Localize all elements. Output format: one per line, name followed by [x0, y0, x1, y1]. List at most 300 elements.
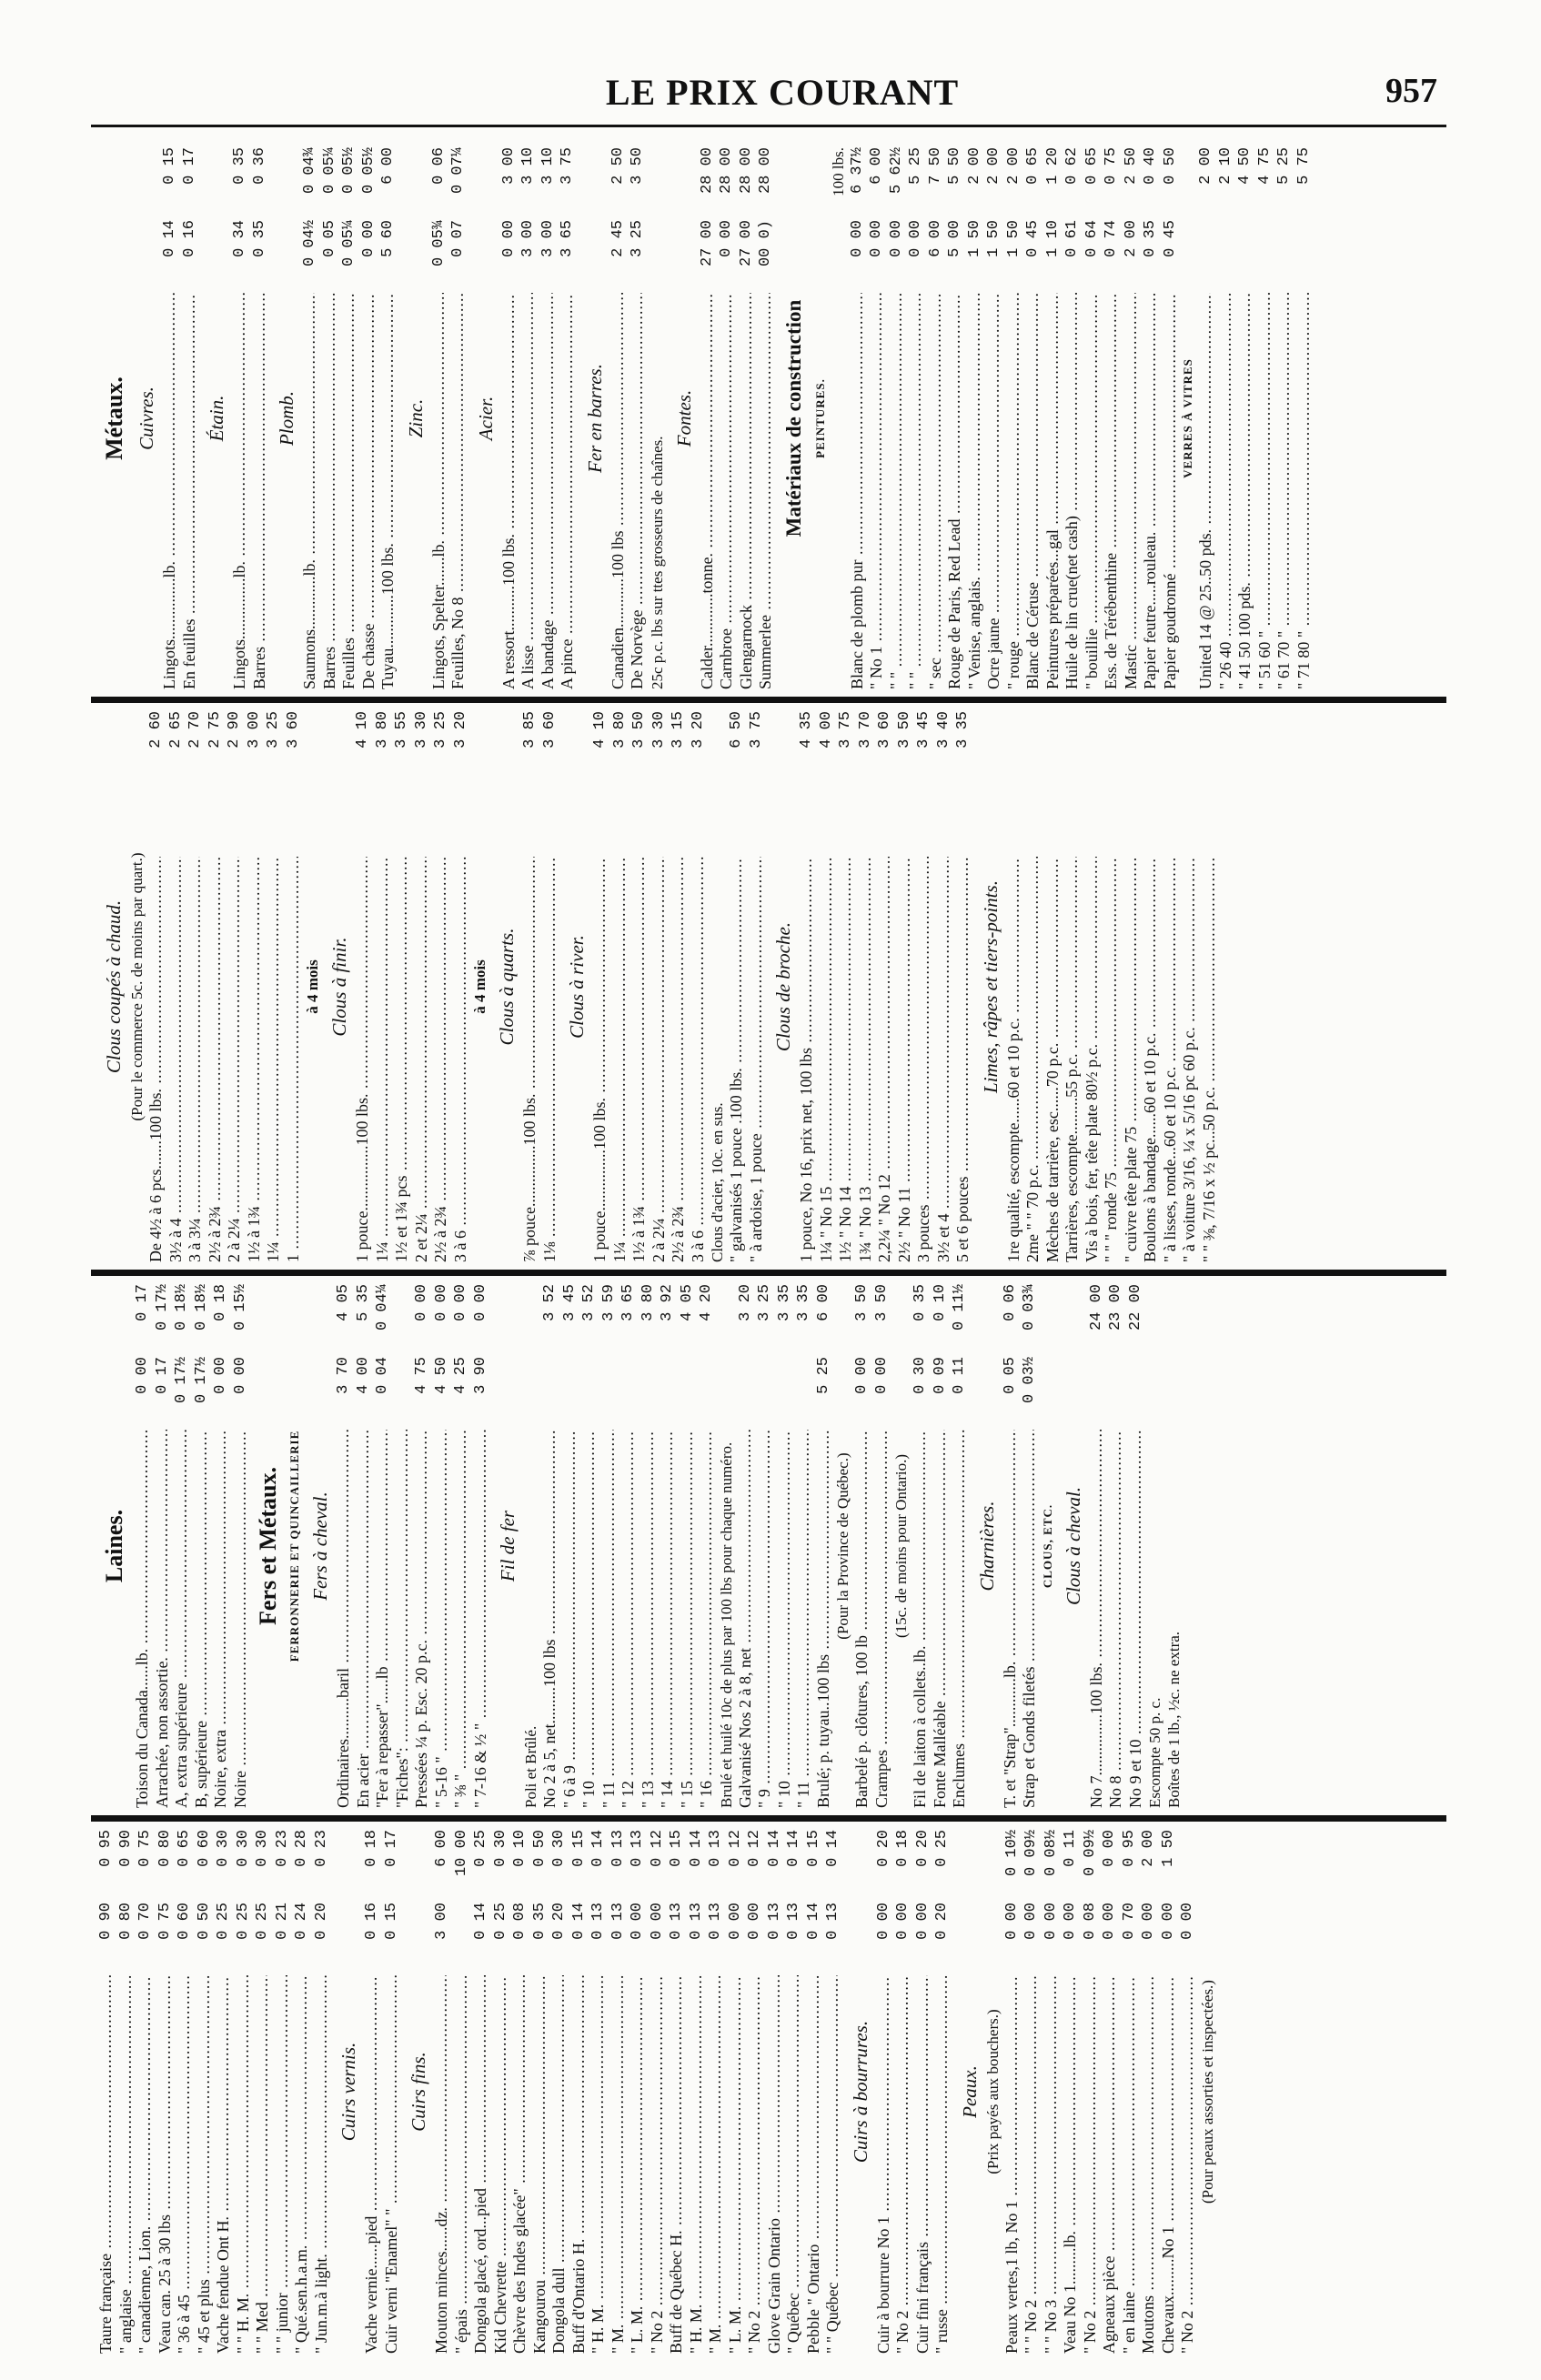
heading-laines: Laines.	[101, 1509, 127, 1583]
section-clous-river: Clous à river.	[566, 935, 588, 1039]
item-label: " Qué.sen.h.a.m. .....	[292, 1975, 312, 2354]
price-high: 28 00	[757, 147, 774, 195]
price-high: 0 14	[687, 1830, 705, 1867]
price-low: 0 00	[1101, 1903, 1118, 1940]
price-high: 0 06	[429, 147, 448, 185]
price-low: 0 25	[491, 1903, 509, 1940]
price-row	[362, 1830, 382, 2354]
finishing-nail-rows	[353, 711, 470, 1262]
price-high: 4 75	[1255, 147, 1274, 185]
price-high	[1200, 711, 1220, 784]
price-low	[629, 784, 650, 857]
price-low	[225, 784, 245, 857]
price-row	[1083, 147, 1103, 689]
section-acier: Acier.	[474, 396, 497, 441]
item-label: Brulé; p. tuyau..100 lbs .....	[814, 1430, 834, 1808]
price-low: 0 00	[848, 220, 866, 257]
item-label: 1¾ " No 13 .....	[856, 857, 876, 1262]
price-row	[1159, 1830, 1179, 2354]
price-high: 0 35	[912, 1284, 929, 1321]
price-low	[817, 784, 837, 857]
price-row	[245, 711, 265, 1262]
chaines-note: 25c p.c. lbs sur ttes grosseurs de chaînes.	[648, 436, 666, 689]
price-row	[950, 1284, 970, 1808]
price-low: 0 61	[1063, 220, 1081, 257]
price-row	[264, 711, 284, 1262]
price-high: 3 80	[610, 711, 629, 748]
price-row	[1023, 711, 1043, 1262]
price-low: 0 05¾	[429, 220, 448, 267]
item-label: 1 pouce................100 lbs. .....	[353, 857, 373, 1262]
item-label: Enclumes .....	[950, 1430, 970, 1808]
price-row	[429, 147, 449, 689]
paint-rows	[848, 147, 1181, 689]
price-row	[146, 711, 166, 1262]
price-row	[312, 1830, 332, 2354]
price-high: 0 90	[116, 1830, 135, 1867]
price-high	[1004, 711, 1024, 784]
price-row	[726, 1830, 746, 2354]
price-low: 0 00	[1140, 1903, 1157, 1940]
price-high: 4 20	[698, 1284, 715, 1321]
padding-leather-rows	[874, 1830, 952, 2354]
price-row	[628, 1830, 648, 2354]
price-row	[1023, 147, 1043, 689]
price-high	[1178, 1830, 1198, 1903]
item-label: 3 à 6 .....	[689, 857, 709, 1262]
item-label: ⅞ pouce...............100 lbs. .....	[520, 857, 540, 1262]
price-row	[1102, 147, 1122, 689]
section-clous-broche: Clous de broche.	[772, 921, 794, 1052]
price-high: 3 80	[639, 1284, 657, 1321]
price-row	[1087, 1284, 1107, 1808]
section-fontes: Fontes.	[672, 389, 695, 447]
price-low	[658, 1357, 678, 1430]
price-low: 0 17½	[173, 1357, 190, 1404]
price-row	[206, 711, 226, 1262]
price-low: 0 20	[312, 1903, 330, 1940]
price-row	[836, 711, 856, 1262]
price-low: 0 13	[765, 1903, 783, 1940]
item-label: "Fer à repasser"......lb .....	[373, 1430, 393, 1808]
item-label: " 14 .....	[658, 1430, 678, 1808]
price-low: 0 35	[1142, 220, 1159, 257]
brule-note: Brulé et huilé 10c de plus par 100 lbs pour chaque numéro.	[717, 1441, 735, 1808]
price-high: 0 75	[1103, 147, 1120, 185]
section-clous-cheval: Clous à cheval.	[1062, 1486, 1084, 1606]
price-low: 0 03½	[1021, 1357, 1038, 1404]
price-row	[153, 1284, 173, 1808]
price-row	[431, 711, 451, 1262]
price-high: 0 18½	[173, 1284, 190, 1331]
price-high: 0 80	[156, 1830, 174, 1867]
price-high	[1161, 711, 1181, 784]
item-label: T. et "Strap"............lb. .....	[1001, 1430, 1021, 1808]
price-high: 3 50	[629, 147, 646, 185]
item-label: Ess. de Térébenthine .....	[1102, 293, 1122, 689]
price-row	[687, 1830, 707, 2354]
price-low	[393, 1357, 413, 1430]
price-low: 4 50	[432, 1357, 450, 1394]
price-low: 0 80	[116, 1903, 135, 1940]
price-low	[599, 1357, 619, 1430]
price-low	[1102, 784, 1122, 857]
price-row	[1081, 1830, 1101, 2354]
price-high: 0 20	[913, 1830, 932, 1867]
price-low: 5 25	[814, 1357, 832, 1394]
price-row	[234, 1830, 254, 2354]
price-row	[1001, 1284, 1021, 1808]
item-label: Cuir fini français .....	[913, 1975, 933, 2354]
price-row	[1022, 1830, 1042, 2354]
price-low: 4 00	[354, 1357, 372, 1394]
price-row	[965, 147, 985, 689]
price-high: 10 00	[452, 1830, 470, 1877]
price-row	[382, 1830, 402, 2354]
column-metaux	[91, 136, 1446, 700]
price-row	[432, 1284, 452, 1808]
item-label: Dongola glacé, ord...pied .....	[471, 1975, 491, 2354]
price-low: 0 13	[589, 1903, 607, 1940]
price-low: 0 14	[804, 1903, 822, 1940]
section-peaux: Peaux.	[958, 2065, 981, 2118]
zinc-rows	[429, 147, 468, 689]
price-low: 0 45	[1161, 220, 1179, 257]
item-label: Chevaux.........No 1 .....	[1159, 1975, 1179, 2354]
price-high: 6 00	[433, 1830, 450, 1867]
price-low	[755, 1357, 775, 1430]
price-low: 0 00	[1042, 1903, 1060, 1940]
escompte-note: Escompte 50 p. c.	[1146, 1697, 1163, 1808]
price-low	[1087, 1357, 1107, 1430]
item-label: Barres .....	[250, 293, 270, 689]
price-row	[166, 711, 186, 1262]
barbed-wire-rows	[852, 1284, 891, 1808]
price-high: 3 25	[432, 711, 449, 748]
item-label: Glove Grain Ontario .....	[765, 1975, 785, 2354]
price-low: 0 25	[234, 1903, 252, 1940]
item-label: " ⅜ " .....	[451, 1430, 471, 1808]
item-label: 1½ " No 14 .....	[836, 857, 856, 1262]
price-row	[284, 711, 304, 1262]
price-high	[1102, 711, 1122, 784]
price-high: 6 50	[728, 711, 745, 748]
price-row	[609, 147, 629, 689]
item-label: De Norvège .....	[628, 293, 648, 689]
item-label: Peaux vertes,1 lb, No 1 .....	[1002, 1975, 1022, 2354]
item-label: " 9 .....	[755, 1430, 775, 1808]
item-label: "Fiches": .....	[393, 1430, 413, 1808]
price-row	[558, 147, 578, 689]
price-low: 0 35	[250, 220, 268, 257]
price-high: 0 11½	[951, 1284, 968, 1331]
price-row	[1120, 1830, 1140, 2354]
item-label: " 36 à 45 .....	[175, 1975, 195, 2354]
price-low: 0 14	[472, 1903, 489, 1940]
item-label: Toison du Canada......lb. .....	[133, 1430, 153, 1808]
price-low	[245, 784, 265, 857]
price-low: 0 13	[687, 1903, 705, 1940]
price-low	[353, 784, 373, 857]
price-low	[610, 784, 630, 857]
price-low	[540, 784, 560, 857]
item-label: " 12 .....	[619, 1430, 639, 1808]
item-label: 2 à 2¼ .....	[650, 857, 670, 1262]
item-label: " Venise, anglais. .....	[965, 293, 985, 689]
price-row	[794, 1284, 814, 1808]
price-high: 1 50	[1159, 1830, 1177, 1867]
item-label: " M. .....	[706, 1975, 726, 2354]
price-high: 0 17	[134, 1284, 151, 1321]
item-label: 1 pouce...............100 lbs. .....	[590, 857, 610, 1262]
price-row	[650, 711, 670, 1262]
item-label: Saumons.............lb. .....	[300, 293, 320, 689]
price-row	[817, 711, 837, 1262]
price-high: 0 35	[231, 147, 248, 185]
price-low	[206, 784, 226, 857]
price-high: 3 75	[747, 711, 765, 748]
price-low: 6 00	[926, 220, 944, 257]
price-row	[136, 1830, 156, 2354]
price-low: 0 35	[530, 1903, 549, 1940]
price-row	[1141, 711, 1161, 1262]
price-high: 0 60	[195, 1830, 213, 1867]
price-low	[650, 784, 670, 857]
item-label: 2me " " 70 p.c. .....	[1023, 857, 1043, 1262]
price-low	[856, 784, 876, 857]
price-row	[116, 1830, 136, 2354]
price-row	[706, 1830, 726, 2354]
acier-note: Clous d'acier, 10c. en sus.	[709, 1102, 726, 1262]
price-high: 0 08½	[1042, 1830, 1060, 1877]
price-high: 5 25	[1275, 147, 1293, 185]
price-high: 5 35	[354, 1284, 372, 1321]
item-label: 3 à 3¼ .....	[186, 857, 206, 1262]
price-low	[431, 784, 451, 857]
price-row	[192, 1284, 212, 1808]
price-row	[448, 147, 468, 689]
price-high: 3 60	[284, 711, 302, 748]
subtitle-clous: CLOUS, ETC.	[1040, 1503, 1054, 1589]
price-high: 0 15	[569, 1830, 588, 1867]
price-row	[953, 711, 973, 1262]
price-low: 0 20	[550, 1903, 568, 1940]
item-label: Vache fendue Ont H. .....	[214, 1975, 234, 2354]
section-cuirs-vernis: Cuirs vernis.	[337, 2042, 359, 2142]
price-row	[610, 711, 630, 1262]
price-row	[823, 1830, 843, 2354]
price-low	[560, 1357, 580, 1430]
rivet-nail-rows	[590, 711, 708, 1262]
price-low: 3 90	[471, 1357, 489, 1394]
price-low	[579, 1357, 599, 1430]
item-label: " Jun.m.à light. .....	[312, 1975, 332, 2354]
price-row	[133, 1284, 153, 1808]
price-row	[1274, 147, 1294, 689]
item-label: " 51 60 " .....	[1255, 293, 1275, 689]
price-low: 0 00	[894, 1903, 912, 1940]
item-label: 1½ et 1¾ pcs .....	[392, 857, 412, 1262]
price-row	[373, 1284, 393, 1808]
item-label: Veau No 1.........lb. .....	[1061, 1975, 1081, 2354]
price-high: 5 75	[1294, 147, 1313, 185]
price-low: 0 00	[1159, 1903, 1177, 1940]
price-low: 0 00	[887, 220, 905, 257]
price-high: 3 00	[245, 711, 263, 748]
price-low: 1 50	[985, 220, 1002, 257]
item-label: Ordinaires..........baril .....	[334, 1430, 354, 1808]
price-row	[669, 711, 689, 1262]
item-label: En feuilles .....	[180, 293, 200, 689]
price-high: 0 50	[1161, 147, 1179, 185]
price-row	[765, 1830, 785, 2354]
item-label: " 13 .....	[639, 1430, 659, 1808]
price-row	[1083, 711, 1103, 1262]
price-row	[848, 147, 868, 689]
item-label: 1¼ " No 15 .....	[817, 857, 837, 1262]
price-high: 0 00	[413, 1284, 430, 1321]
price-high: 3 35	[954, 711, 972, 748]
item-label: Summerlee .....	[756, 293, 776, 689]
copper-rows	[160, 147, 199, 689]
price-high: 0 00	[432, 1284, 450, 1321]
price-low: 0 24	[293, 1903, 310, 1940]
cast-iron-rows	[698, 147, 776, 689]
price-low	[1161, 784, 1181, 857]
wool-rows	[133, 1284, 250, 1808]
item-label: Huile de lin crue(net cash) .....	[1063, 293, 1083, 689]
subtitle-ferronnerie: FERRONNERIE ET QUINCAILLERIE	[287, 1430, 301, 1662]
price-high: 0 30	[215, 1830, 232, 1867]
price-low	[1255, 220, 1275, 293]
item-label: Blanc de Céruse .....	[1023, 293, 1043, 689]
price-low	[452, 1903, 472, 1975]
item-label: De 4½ à 6 pcs.......100 lbs. .....	[146, 857, 166, 1262]
price-low	[875, 784, 895, 857]
item-label: Dongola dull .....	[549, 1975, 569, 2354]
price-row	[1141, 147, 1161, 689]
price-low: 0 05	[1001, 1357, 1019, 1394]
price-high: 0 04¾	[301, 147, 318, 195]
price-low: 0 13	[609, 1903, 627, 1940]
price-high: 0 18	[363, 1830, 380, 1867]
price-low: 0 13	[707, 1903, 724, 1940]
price-row	[697, 1284, 717, 1808]
price-low	[1083, 784, 1103, 857]
price-low: 0 00	[231, 1357, 249, 1394]
price-row	[1139, 1830, 1159, 2354]
item-label: " " Québec .....	[823, 1975, 843, 2354]
price-high: 0 28	[293, 1830, 310, 1867]
item-label: " bouillie .....	[1083, 293, 1103, 689]
item-label: " " .....	[887, 293, 907, 689]
column-laines-fers	[91, 1273, 1446, 1819]
item-label: " épais .....	[452, 1975, 472, 2354]
price-row	[373, 711, 393, 1262]
price-row	[1161, 147, 1181, 689]
price-row	[887, 147, 907, 689]
item-label: " " " ronde 75 .....	[1102, 857, 1122, 1262]
price-row	[872, 1284, 892, 1808]
item-label: Lingots, Spelter.......lb. .....	[429, 293, 449, 689]
price-low: 4 25	[452, 1357, 469, 1394]
steel-nail-rows	[727, 711, 766, 1262]
item-label: " L. M. .....	[726, 1975, 746, 2354]
price-low	[1294, 220, 1314, 293]
price-high: 3 50	[872, 1284, 891, 1321]
item-label: Blanc de plomb pur .....	[848, 293, 868, 689]
price-high: 0 14	[824, 1830, 841, 1867]
price-row	[1042, 1830, 1062, 2354]
price-low	[451, 784, 471, 857]
price-row	[1200, 711, 1220, 1262]
price-high: 7 50	[926, 147, 944, 185]
subtitle-verres-vitres: VERRES À VITRES	[1181, 358, 1194, 478]
price-low	[697, 1357, 717, 1430]
price-low	[1023, 784, 1043, 857]
item-label: " H. M. .....	[687, 1975, 707, 2354]
price-high: 3 75	[559, 147, 576, 185]
heading-materiaux-construction: Matériaux de construction	[781, 299, 805, 537]
item-label: 2½ " No 11 .....	[895, 857, 915, 1262]
price-row	[1180, 711, 1200, 1262]
price-low: 27 00	[698, 220, 716, 267]
item-label: " No 2 .....	[1081, 1975, 1101, 2354]
price-high: 2 00	[1197, 147, 1214, 185]
item-label: " No 2 .....	[893, 1975, 913, 2354]
price-low: 0 13	[785, 1903, 802, 1940]
price-low: 0 45	[1024, 220, 1042, 257]
price-high: 24 00	[1087, 1284, 1105, 1331]
item-label: Galvanisé Nos 2 à 8, net .....	[736, 1430, 756, 1808]
price-low: 0 21	[273, 1903, 291, 1940]
price-row	[211, 1284, 231, 1808]
price-row	[172, 1284, 192, 1808]
item-label: A pince .....	[558, 293, 578, 689]
price-low: 2 45	[609, 220, 627, 257]
price-high: 3 35	[775, 1284, 793, 1321]
item-label: " No 1 .....	[867, 293, 887, 689]
price-high: 4 50	[1236, 147, 1254, 185]
price-row	[1063, 711, 1083, 1262]
price-row	[300, 147, 320, 689]
price-high: 1 20	[1043, 147, 1062, 185]
price-high: 3 80	[373, 711, 391, 748]
item-label: Moutons .....	[1139, 1975, 1159, 2354]
price-row	[1178, 1830, 1198, 2354]
price-row	[1061, 1830, 1081, 2354]
item-label: Carnbroe .....	[717, 293, 737, 689]
price-row	[378, 147, 398, 689]
price-high: 0 30	[550, 1830, 568, 1867]
price-row	[628, 147, 648, 689]
item-label: 3 pouces .....	[914, 857, 934, 1262]
price-row	[392, 711, 412, 1262]
price-row	[393, 1284, 413, 1808]
price-high: 0 65	[176, 1830, 193, 1867]
price-row	[784, 1830, 804, 2354]
price-row	[491, 1830, 511, 2354]
price-low	[1141, 784, 1161, 857]
item-label: A lisse .....	[519, 293, 539, 689]
price-high: 0 03¾	[1021, 1284, 1038, 1331]
barrel-nail-rows	[520, 711, 559, 1262]
price-low: 0 14	[569, 1903, 588, 1940]
price-low: 0 04½	[301, 220, 318, 267]
item-label: Cuir à bourrure No 1 .....	[874, 1975, 894, 2354]
price-low	[934, 784, 954, 857]
price-row	[932, 1830, 952, 2354]
